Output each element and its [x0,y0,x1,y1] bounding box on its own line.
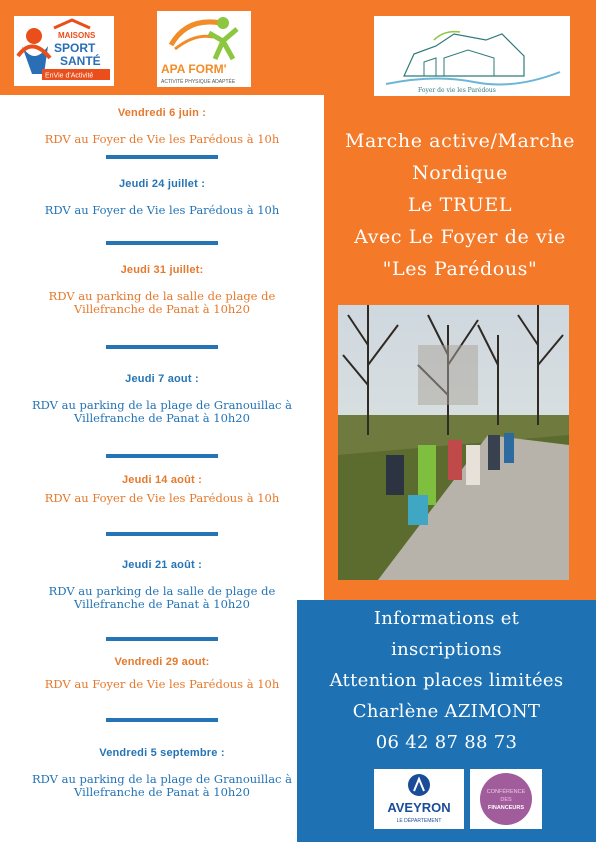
svg-text:FINANCEURS: FINANCEURS [487,805,525,811]
svg-text:CONFÉRENCE: CONFÉRENCE [486,789,526,795]
svg-text:Foyer de vie les Parédous: Foyer de vie les Parédous [418,87,496,94]
svg-text:ACTIVITÉ PHYSIQUE ADAPTÉE: ACTIVITÉ PHYSIQUE ADAPTÉE [161,79,236,85]
separator [106,345,218,349]
event-5 [0,474,324,505]
event-location: RDV au Foyer de Vie les Parédous à 10h [44,491,280,505]
svg-text:MAISONS: MAISONS [58,31,96,40]
event-location: RDV au parking de la plage de Granouillac à Villefranche de Panat à 10h20 [31,772,292,799]
separator [106,454,218,458]
event-location: RDV au parking de la salle de plage de Villefranche de Panat à 10h20 [48,289,276,316]
aveyron-logo [374,769,464,829]
contact-name: Charlène AZIMONT [352,701,541,722]
event-title [324,125,596,285]
apa-form-logo [157,11,251,87]
svg-text:DES: DES [500,797,512,803]
contact-phone: 06 42 87 88 73 [375,732,518,753]
svg-text:AVEYRON: AVEYRON [387,800,451,815]
schedule-panel [0,95,324,842]
info-line: inscriptions [391,639,502,660]
event-6 [0,559,324,611]
separator [106,637,218,641]
contact-info [297,603,596,758]
separator [106,155,218,159]
title-line: "Les Parédous" [382,258,538,280]
foyer-les-paredous-logo [374,16,570,96]
event-2 [0,178,324,217]
event-1 [0,107,324,146]
svg-text:LE DÉPARTEMENT: LE DÉPARTEMENT [396,818,442,824]
event-date: Vendredi 6 juin : [117,107,207,119]
info-line: Attention places limitées [329,670,564,691]
event-3 [0,264,324,316]
title-line: Avec Le Foyer de vie [354,226,566,248]
title-line: Le TRUEL [407,194,513,216]
event-8 [0,747,324,799]
svg-text:APA FORM': APA FORM' [161,62,227,76]
svg-text:EnVie d'Activité: EnVie d'Activité [45,72,94,80]
event-date: Jeudi 21 août : [121,559,203,571]
event-location: RDV au parking de la plage de Granouillac à Villefranche de Panat à 10h20 [31,398,292,425]
conference-financeurs-logo [470,769,542,829]
separator [106,532,218,536]
title-line: Nordique [412,162,508,184]
info-line: Informations et [373,608,520,629]
separator [106,718,218,722]
event-4 [0,373,324,425]
event-date: Vendredi 5 septembre : [99,747,225,759]
event-location: RDV au Foyer de Vie les Parédous à 10h [44,203,280,217]
event-date: Jeudi 31 juillet: [120,264,204,276]
svg-text:SANTÉ: SANTÉ [60,54,101,68]
title-line: Marche active/Marche [344,130,576,152]
event-location: RDV au Foyer de Vie les Parédous à 10h [44,132,280,146]
event-date: Jeudi 24 juillet : [118,178,206,190]
event-location: RDV au Foyer de Vie les Parédous à 10h [44,677,280,691]
event-7 [0,656,324,691]
maisons-sport-sante-logo [14,16,114,86]
nordic-walking-photo [338,305,569,580]
event-date: Jeudi 7 aout : [125,373,199,385]
event-date: Jeudi 14 août : [121,474,203,486]
event-date: Vendredi 29 aout: [114,656,210,668]
svg-text:SPORT: SPORT [54,41,96,55]
event-location: RDV au parking de la salle de plage de Villefranche de Panat à 10h20 [48,584,276,611]
separator [106,241,218,245]
